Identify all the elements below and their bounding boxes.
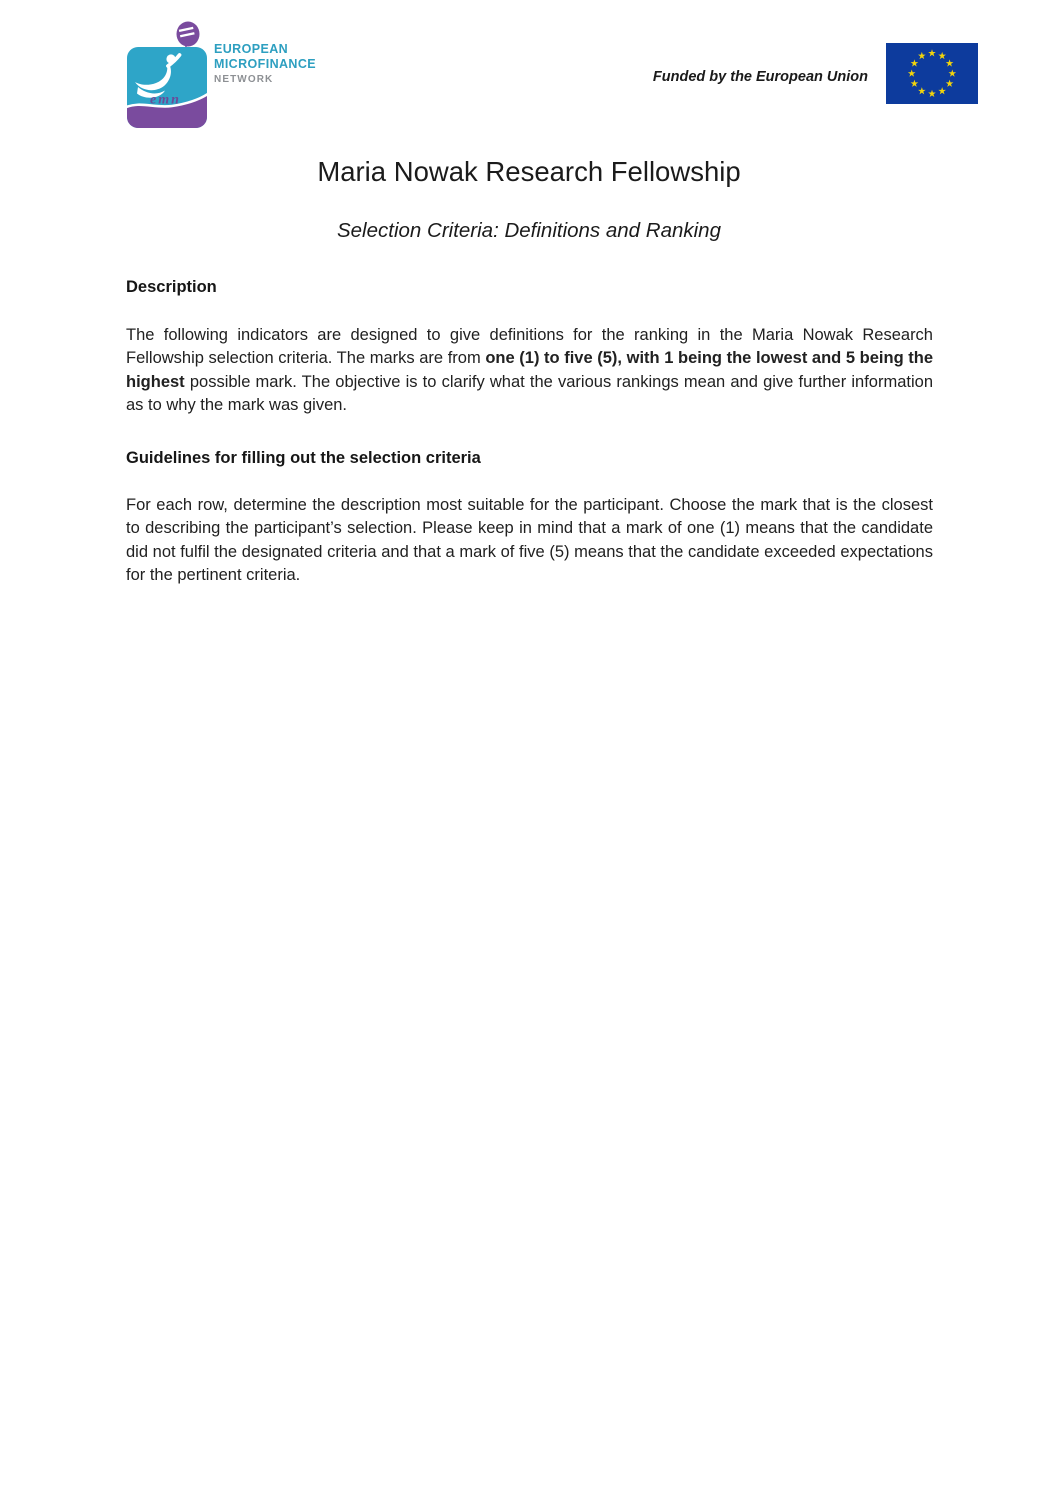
paragraph-segment: one (1) to five (5), with 1 being the lowest and 5 being the highest [126,349,934,391]
logo-line-microfinance: MICROFINANCE [214,56,317,71]
emn-logo-icon [124,15,214,129]
section-heading-description: Description [126,278,217,296]
paragraph-segment: For each row, determine the description most suitable for the participant. Choose the mark that is the closest to describing the participant’s selection. Please keep in mind that a mark of one (1) means that the candidate did not fulfil the designated criteria and that a mark of five (5) means that the candidate exceeded expectations for the pertinent criteria. [126,496,933,585]
logo-line-network: NETWORK [214,74,274,85]
paragraph-segment: The following indicators are designed to give definitions for the ranking in the Maria Nowak Research Fellowship selection criteria. The marks are from [126,326,933,368]
logo-line-european: EUROPEAN [214,42,289,56]
guidelines-paragraph [126,494,933,588]
paragraph-segment: possible mark. The objective is to clarify what the various rankings mean and give further information as to why the mark was given. [126,372,933,415]
description-paragraph [126,324,933,418]
eu-flag-icon [886,43,978,104]
emn-logo-wordmark [214,42,316,88]
page-subtitle: Selection Criteria: Definitions and Ranking [336,219,721,242]
section-heading-guidelines: Guidelines for filling out the selection criteria [126,449,481,467]
funding-note: Funded by the European Union [652,69,868,85]
page-title: Maria Nowak Research Fellowship [317,156,741,187]
logo-script-text: emn [150,92,181,108]
